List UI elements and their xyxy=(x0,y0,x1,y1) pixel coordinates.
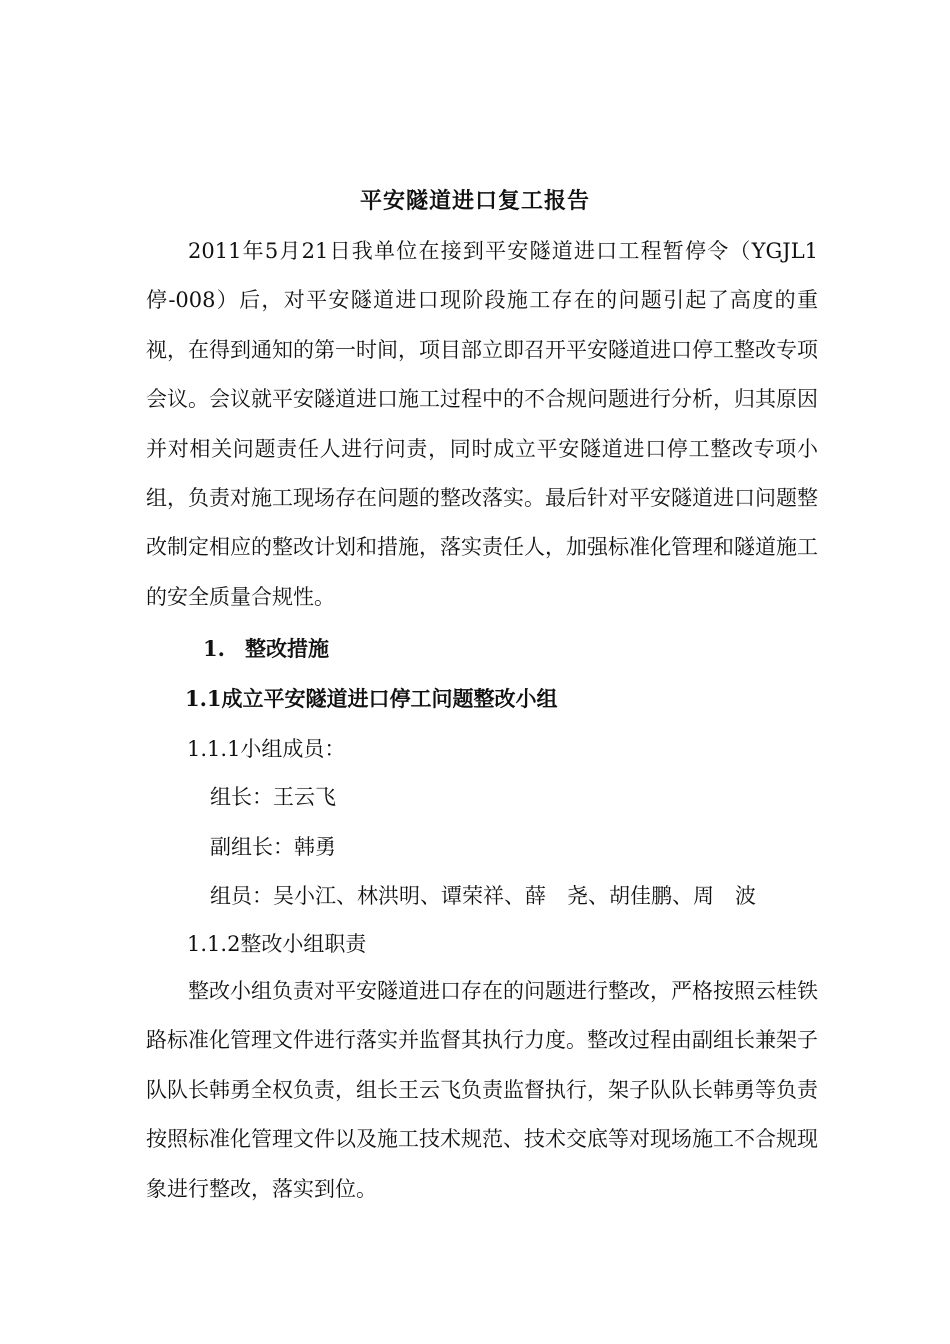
section-1-1-1-heading: 1.1.1小组成员： xyxy=(187,737,346,761)
group-members: 组员：吴小江、林洪明、谭荣祥、薛 尧、胡佳鹏、周 波 xyxy=(210,884,756,908)
section-1-heading xyxy=(203,633,329,665)
document-title: 平安隧道进口复工报告 xyxy=(359,188,590,214)
section-1-title: 整改措施 xyxy=(245,636,329,661)
group-leader: 组长：王云飞 xyxy=(210,785,336,809)
section-1-1-2-heading: 1.1.2整改小组职责 xyxy=(187,932,367,956)
intro-paragraph: 2011年5月21日我单位在接到平安隧道进口工程暂停令（YGJL1停-008）后，对平安隧道进口现阶段施工存在的问题引起了高度的重视，在得到通知的第一时间，项目部立即召开平安隧道进口停工整改专项会议。会议就平安隧道进口施工过程中的不合规问题进行分析，归其原因并对相关问题责任人进行问责，同时成立平安隧道进口停工整改专项小组，负责对施工现场存在问题的整改落实。最后针对平安隧道进口问题整改制定相应的整改计划和措施，落实责任人，加强标准化管理和隧道施工的安全质量合规性。 xyxy=(146,239,818,609)
section-1-number: 1. xyxy=(203,636,225,661)
section-1-1-heading: 1.1成立平安隧道进口停工问题整改小组 xyxy=(185,686,558,711)
responsibility-paragraph: 整改小组负责对平安隧道进口存在的问题进行整改，严格按照云桂铁路标准化管理文件进行落实并监督其执行力度。整改过程由副组长兼架子队队长韩勇全权负责，组长王云飞负责监督执行，架子队队长韩勇等负责按照标准化管理文件以及施工技术规范、技术交底等对现场施工不合规现象进行整改，落实到位。 xyxy=(146,979,818,1201)
deputy-group-leader: 副组长：韩勇 xyxy=(210,835,336,859)
